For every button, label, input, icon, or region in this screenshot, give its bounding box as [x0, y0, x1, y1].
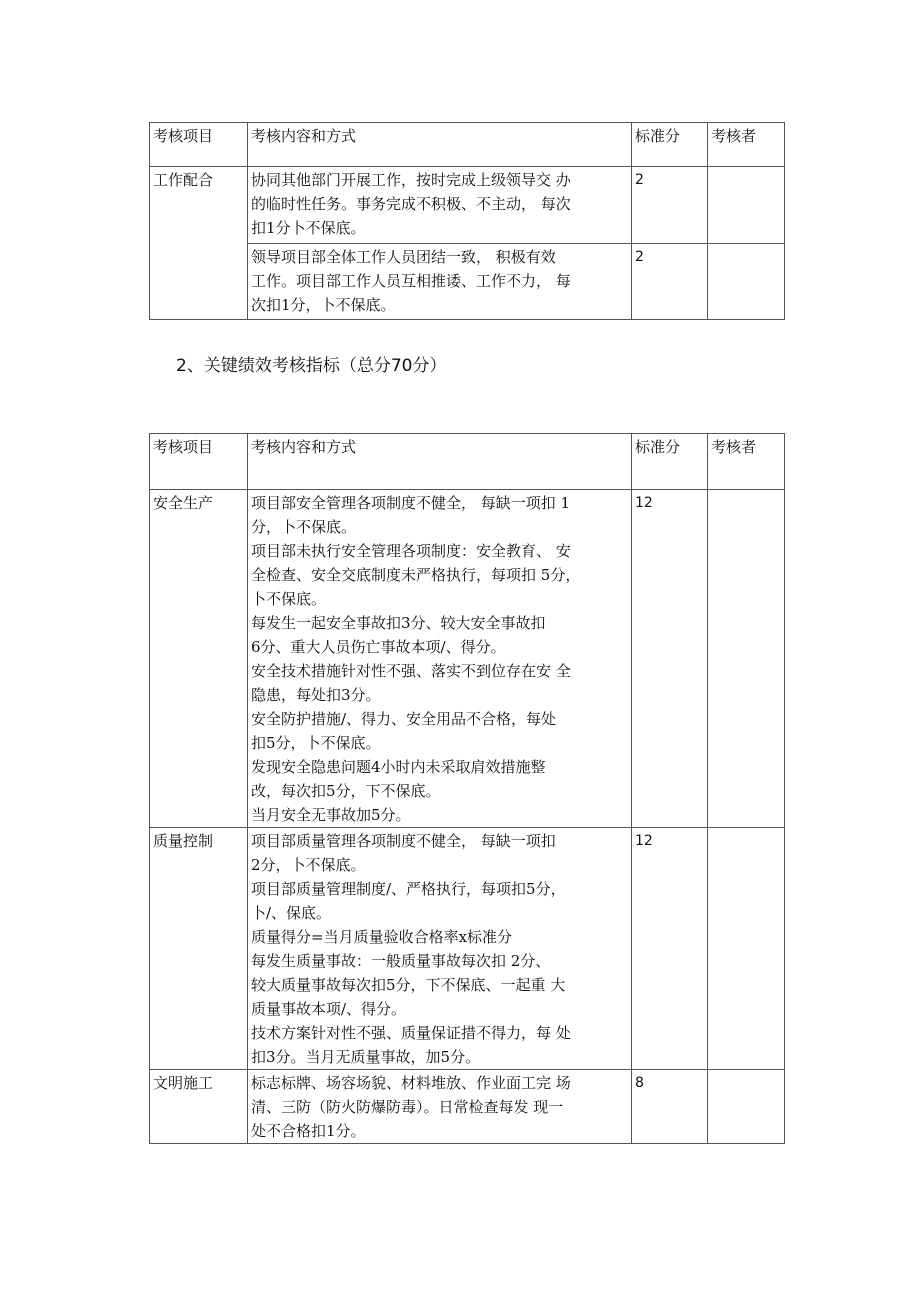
table-row	[150, 167, 785, 244]
content-line: 协同其他部门开展工作，按时完成上级领导交 办	[251, 171, 571, 189]
content-line: 领导项目部全体工作人员团结一致， 积极有效	[251, 248, 556, 266]
content-line: 安全防护措施/、得力、安全用品不合格，每处	[251, 710, 557, 728]
row-item: 文明施工	[150, 1070, 248, 1144]
row-score: 2	[632, 244, 708, 320]
table-row	[150, 828, 785, 1070]
header-item: 考核项目	[150, 434, 248, 490]
row-content	[248, 244, 632, 320]
content-line: 技术方案针对性不强、质量保证措不得力，每 处	[251, 1024, 571, 1042]
content-line: 改，每次扣5分，下不保底。	[251, 782, 441, 800]
content-line: 当月安全无事故加5分。	[251, 806, 411, 824]
section-title: 2、关键绩效考核指标（总分70分）	[176, 356, 447, 376]
row-score: 8	[632, 1070, 708, 1144]
content-line: 标志标牌、场容场貌、材料堆放、作业面工完 场	[251, 1074, 571, 1092]
row-content	[248, 1070, 632, 1144]
row-item: 工作配合	[150, 167, 248, 320]
content-line: 质量事故本项/、得分。	[251, 1000, 407, 1018]
header-score: 标准分	[632, 123, 708, 167]
row-content	[248, 167, 632, 244]
row-assessor	[708, 167, 785, 244]
content-line: 每发生一起安全事故扣3分、较大安全事故扣	[251, 614, 546, 632]
content-line: 全检查、安全交底制度未严格执行，每项扣 5分，	[251, 566, 581, 584]
row-content	[248, 828, 632, 1070]
content-line: 每发生质量事故：一般质量事故每次扣 2分、	[251, 952, 551, 970]
content-line: 隐患，每处扣3分。	[251, 686, 381, 704]
row-assessor	[708, 490, 785, 828]
header-content: 考核内容和方式	[248, 123, 632, 167]
assessment-table-2	[149, 433, 785, 1144]
content-line: 卜不保底。	[251, 590, 327, 608]
content-line: 质量得分=当月质量验收合格率x标准分	[251, 928, 513, 946]
table-row	[150, 1070, 785, 1144]
row-score: 12	[632, 490, 708, 828]
row-assessor	[708, 1070, 785, 1144]
row-content	[248, 490, 632, 828]
row-item: 安全生产	[150, 490, 248, 828]
content-line: 6分、重大人员伤亡事故本项/、得分。	[251, 638, 506, 656]
row-assessor	[708, 244, 785, 320]
content-line: 清、三防（防火防爆防毒）。日常检查每发 现一	[251, 1098, 564, 1116]
assessment-table-1	[149, 122, 785, 320]
header-content: 考核内容和方式	[248, 434, 632, 490]
content-line: 扣1分卜不保底。	[251, 219, 366, 237]
content-line: 项目部质量管理制度/、严格执行，每项扣5分，	[251, 880, 566, 898]
table-header-row	[150, 123, 785, 167]
content-line: 项目部未执行安全管理各项制度：安全教育、 安	[251, 542, 571, 560]
content-line: 项目部质量管理各项制度不健全， 每缺一项扣	[251, 832, 556, 850]
row-score: 12	[632, 828, 708, 1070]
content-line: 较大质量事故每次扣5分，下不保底、一起重 大	[251, 976, 566, 994]
header-assessor: 考核者	[708, 434, 785, 490]
content-line: 项目部安全管理各项制度不健全， 每缺一项扣 1	[251, 494, 571, 512]
content-line: 扣5分，卜不保底。	[251, 734, 381, 752]
table-row	[150, 490, 785, 828]
header-score: 标准分	[632, 434, 708, 490]
content-line: 的临时性任务。事务完成不积极、不主动， 每次	[251, 195, 571, 213]
content-line: 工作。项目部工作人员互相推诿、工作不力， 每	[251, 272, 571, 290]
content-line: 扣3分。当月无质量事故，加5分。	[251, 1048, 481, 1066]
header-item: 考核项目	[150, 123, 248, 167]
content-line: 分，卜不保底。	[251, 518, 357, 536]
header-assessor: 考核者	[708, 123, 785, 167]
row-assessor	[708, 828, 785, 1070]
content-line: 2分，卜不保底。	[251, 856, 366, 874]
row-item: 质量控制	[150, 828, 248, 1070]
content-line: 卜/、保底。	[251, 904, 332, 922]
content-line: 安全技术措施针对性不强、落实不到位存在安 全	[251, 662, 571, 680]
content-line: 发现安全隐患问题4小时内未采取肩效措施整	[251, 758, 546, 776]
content-line: 处不合格扣1分。	[251, 1122, 366, 1140]
table-header-row	[150, 434, 785, 490]
content-line: 次扣1分，卜不保底。	[251, 296, 396, 314]
row-score: 2	[632, 167, 708, 244]
